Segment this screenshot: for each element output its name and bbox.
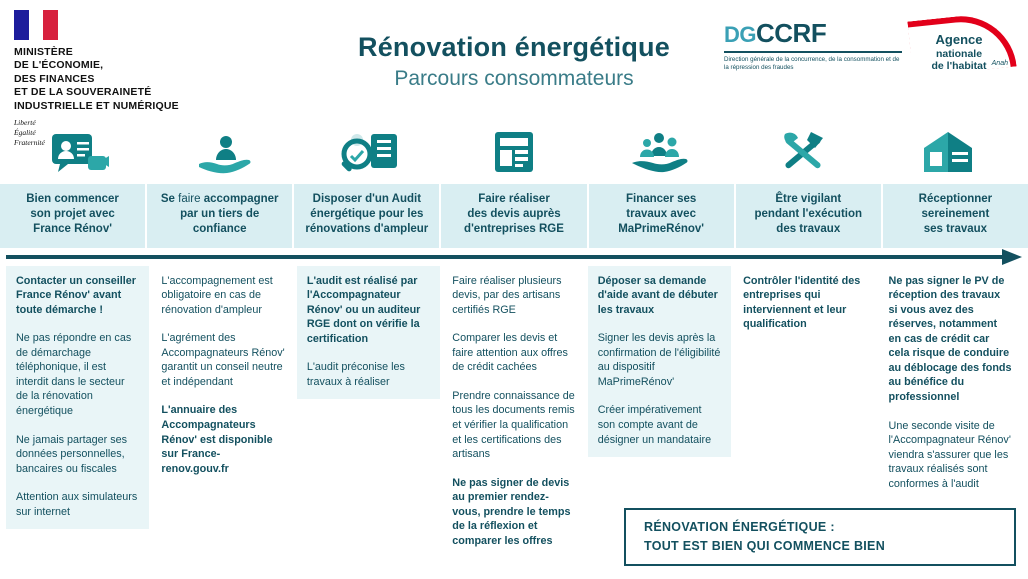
step-icon-7 <box>877 126 1022 182</box>
advice-paragraph: L'audit est réalisé par l'Accompagnateur Rénov' ou un auditeur RGE dont on vérifie la certification <box>306 274 421 345</box>
step-icon-6 <box>732 126 877 182</box>
page-subtitle: Parcours consommateurs <box>394 67 634 90</box>
advice-paragraph: Ne pas répondre en cas de démarchage téléphonique, il est interdit dans le secteur de la rénovation énergétique <box>16 332 132 418</box>
footer-line-1: RÉNOVATION ÉNERGÉTIQUE : <box>644 520 835 535</box>
steps-band <box>0 184 1028 248</box>
anah-name: Agence nationale de l'habitat <box>931 32 987 73</box>
step-label-1: Bien commencer son projet avec France Rénov' <box>0 184 147 248</box>
advice-paragraph: Une seconde visite de l'Accompagnateur Rénov' viendra s'assurer que les travaux réalisés sont conformes à l'audit <box>888 419 1011 490</box>
advice-paragraph: Ne jamais partager ses données personnelles, bancaires ou fiscales <box>16 433 128 475</box>
advice-paragraph: Attention aux simulateurs sur internet <box>16 491 138 518</box>
dgccrf-subtitle: Direction générale de la concurrence, de la consommation et de la répression des fraudes <box>724 56 900 72</box>
advice-column-3 <box>297 266 440 400</box>
advice-paragraph: Ne pas signer le PV de réception des travaux si vous avez des réserves, notamment en cas de crédit car cela risque de conduire au déblocage des fonds au bénéfice du professionnel <box>888 274 1012 404</box>
anah-mark: Anah <box>991 60 1008 67</box>
step-label-6: Être vigilant pendant l'exécution des travaux <box>736 184 883 248</box>
tools-hammer-trowel-icon <box>773 126 835 182</box>
ministry-title: MINISTÈRE DE L'ÉCONOMIE, DES FINANCES ET DE LA SOUVERAINETÉ INDUSTRIELLE ET NUMÉRIQUE <box>14 46 179 112</box>
advice-paragraph: L'agrément des Accompagnateurs Rénov' garantit un conseil neutre et indépendant <box>161 332 285 388</box>
advice-paragraph: L'annuaire des Accompagnateurs Rénov' est disponible sur France-renov.gouv.fr <box>161 404 273 475</box>
advice-paragraph: Contrôler l'identité des entreprises qui interviennent et leur qualification <box>743 274 861 331</box>
header <box>0 0 1028 147</box>
advice-paragraph: Comparer les devis et faire attention aux offres de crédit cachées <box>452 332 568 374</box>
anah-logo <box>910 22 1014 73</box>
step-label-7: Réceptionner sereinement ses travaux <box>918 193 993 236</box>
house-checklist-icon <box>918 126 980 182</box>
dgccrf-rule <box>724 51 902 53</box>
dgccrf-dg-text: DG <box>724 22 756 47</box>
advice-paragraph: Contacter un conseiller France Rénov' avant toute démarche ! <box>16 274 136 316</box>
step-icon-4 <box>441 126 586 182</box>
advice-column-7 <box>879 266 1022 502</box>
footer-line-2: TOUT EST BIEN QUI COMMENCE BIEN <box>644 539 886 553</box>
step-icon-3 <box>296 126 441 182</box>
ministry-motto: Liberté Égalité Fraternité <box>14 118 45 147</box>
hand-people-funding-icon <box>626 126 692 182</box>
advice-column-4 <box>442 266 585 559</box>
advice-column-1 <box>6 266 149 530</box>
magnifier-building-audit-icon <box>333 126 405 182</box>
advice-paragraph: Prendre connaissance de tous les documents remis et vérifier la qualification et les certifications des artisans <box>452 389 575 461</box>
step-label-2: Se faire accompagner par un tiers de confiance <box>147 184 294 248</box>
advice-paragraph: Ne pas signer de devis au premier rendez-vous, prendre le temps de la réflexion et comparer les offres <box>452 476 571 547</box>
advice-paragraph: Faire réaliser plusieurs devis, par des artisans certifiés RGE <box>452 274 562 316</box>
advice-paragraph: Créer impérativement son compte avant de désigner un mandataire <box>597 404 712 446</box>
advice-paragraph: L'accompagnement est obligatoire en cas de rénovation d'ampleur <box>161 274 273 316</box>
arrow-head-icon <box>1002 249 1022 265</box>
advice-paragraph: Signer les devis après la confirmation de l'éligibilité au dispositif MaPrimeRénov' <box>597 332 721 388</box>
advice-column-6 <box>733 266 876 342</box>
step-label-5: Financer ses travaux avec MaPrimeRénov' <box>589 184 736 248</box>
advice-paragraph: L'audit préconise les travaux à réaliser <box>306 361 405 388</box>
document-quote-icon <box>485 126 543 182</box>
arrow-line <box>6 255 1002 259</box>
process-arrow <box>0 248 1028 266</box>
advice-column-5 <box>588 266 731 458</box>
dgccrf-logo <box>724 18 904 73</box>
footer-banner <box>624 508 1016 566</box>
step-icon-5 <box>587 126 732 182</box>
step-label-4: Faire réaliser des devis auprès d'entreprises RGE <box>441 184 588 248</box>
step-label-3: Disposer d'un Audit énergétique pour les rénovations d'ampleur <box>294 184 441 248</box>
dgccrf-ccrf-text: CCRF <box>756 18 827 48</box>
page-title: Rénovation énergétique <box>358 32 670 62</box>
advice-column-2 <box>151 266 294 487</box>
advice-paragraph: Déposer sa demande d'aide avant de débuter les travaux <box>597 274 718 316</box>
